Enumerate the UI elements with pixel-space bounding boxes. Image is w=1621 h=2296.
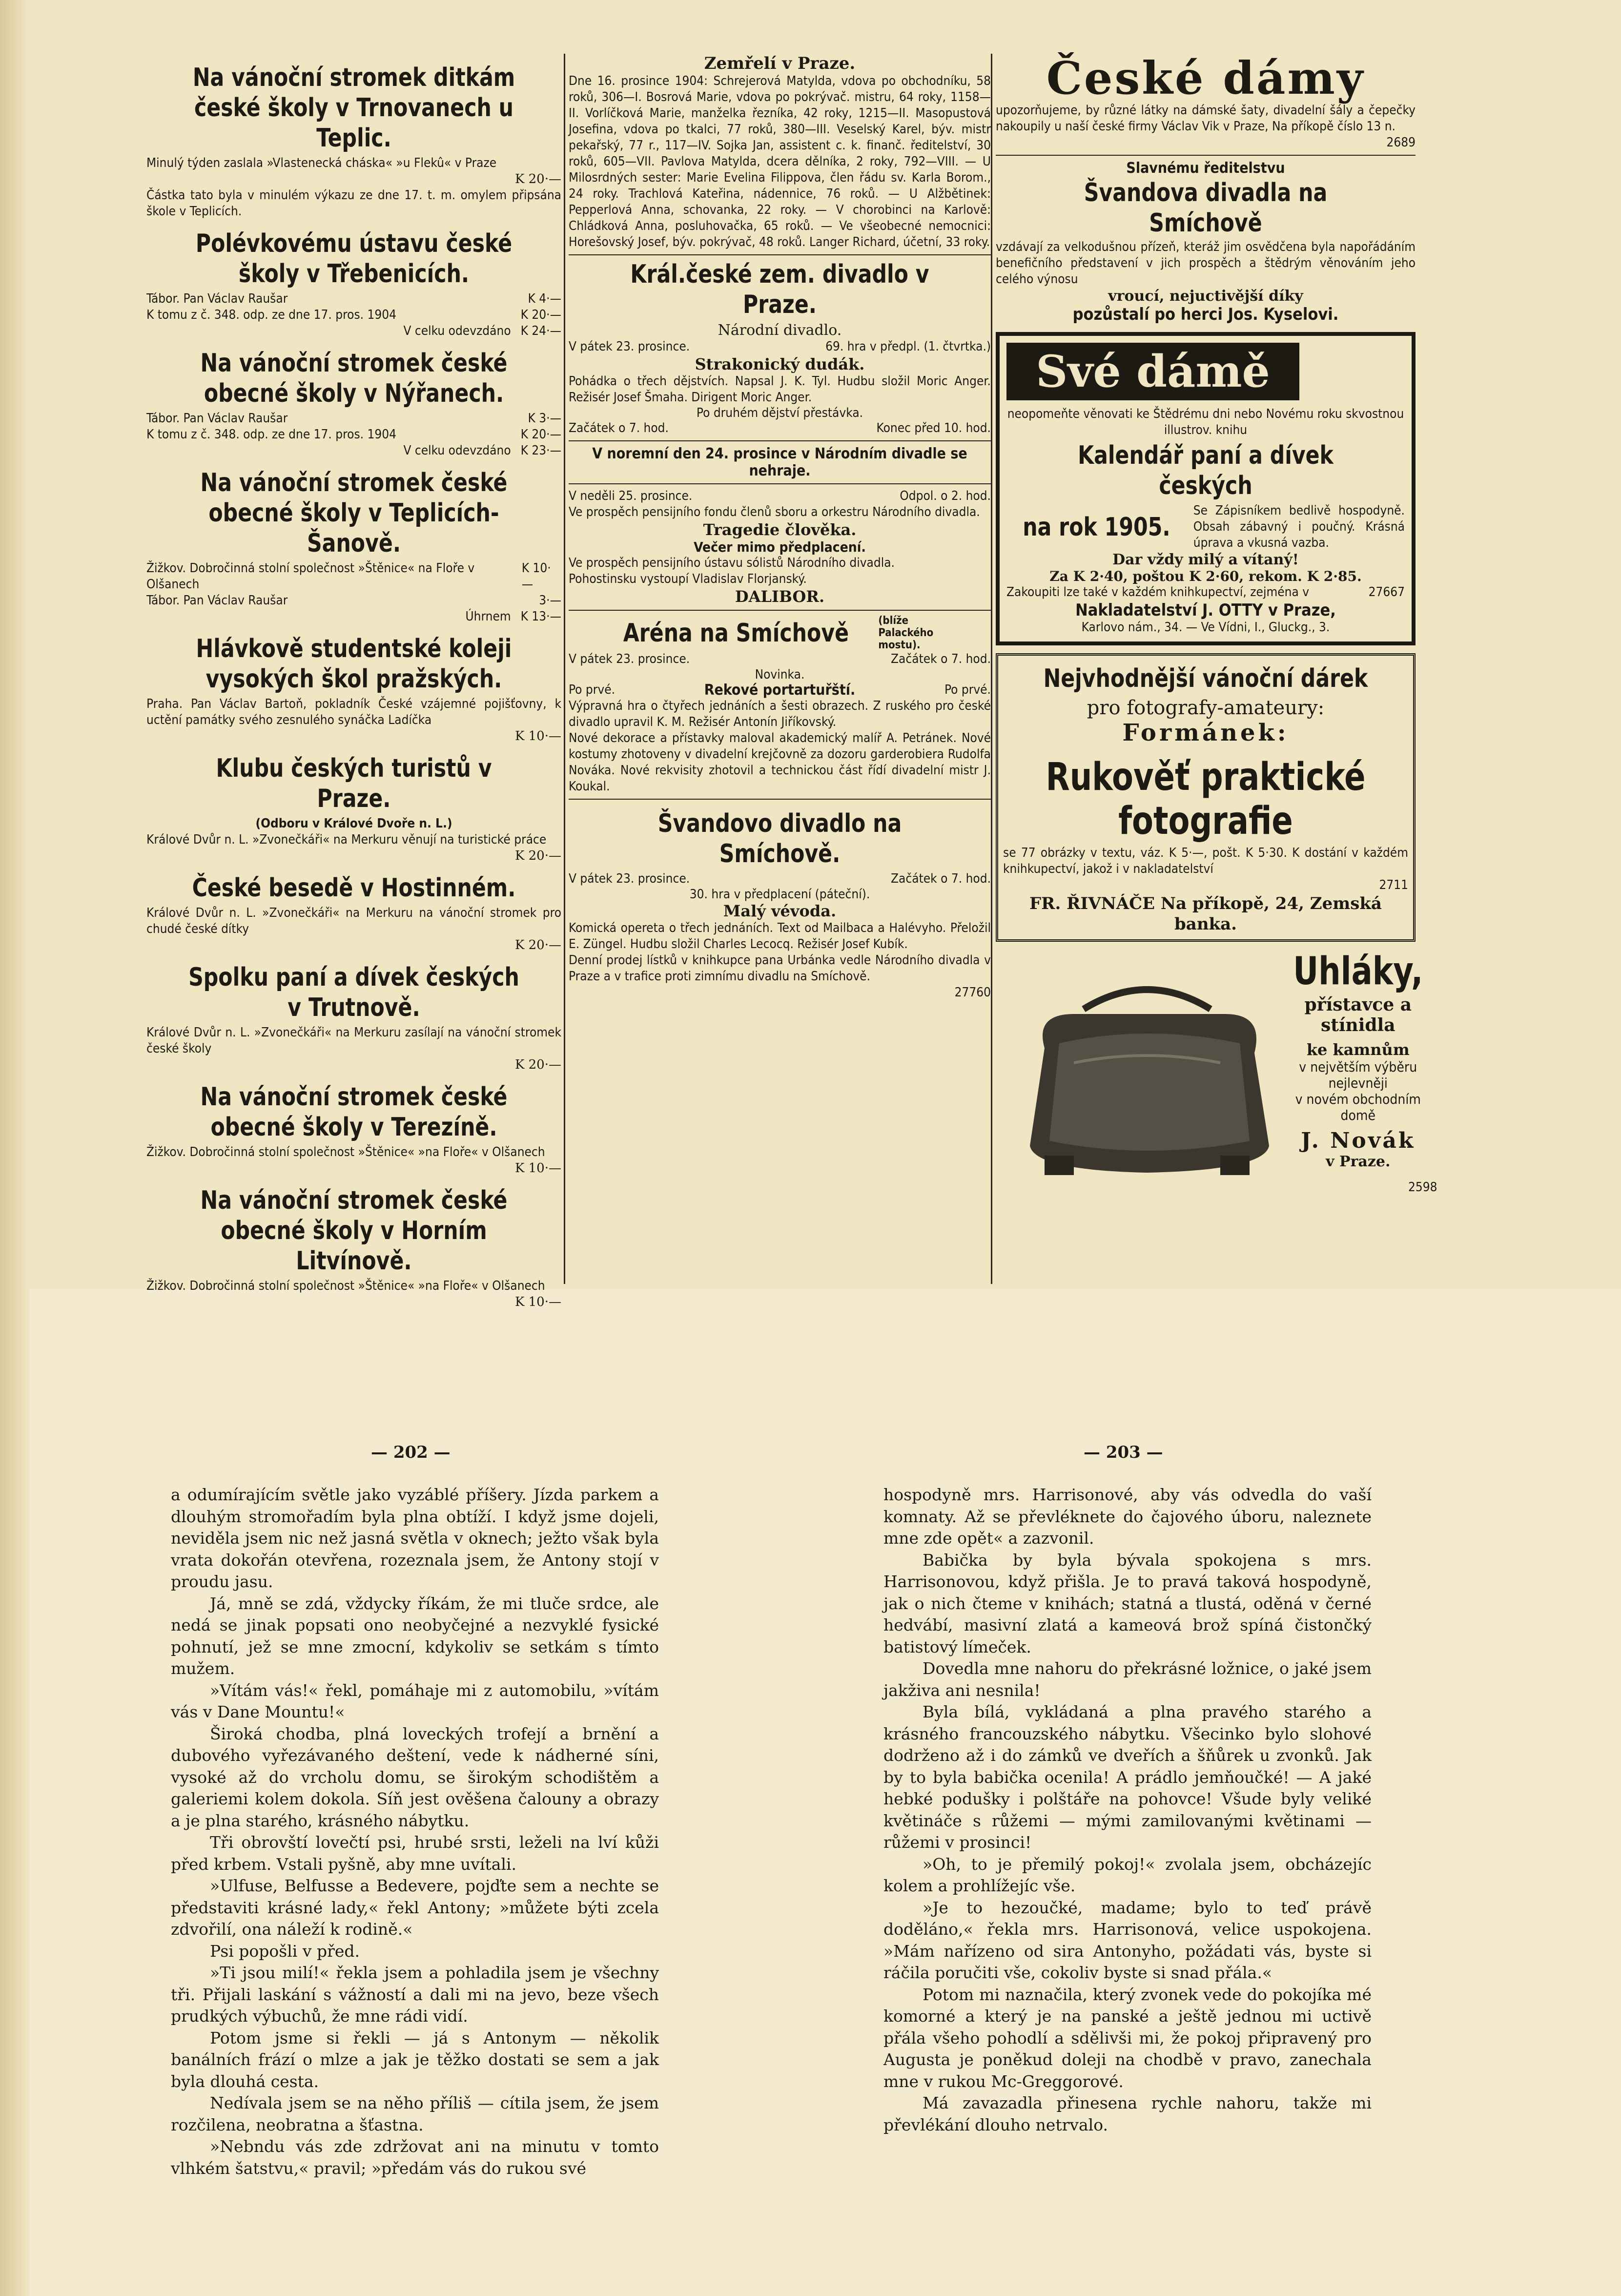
donation-text: Králové Dvůr n. L. »Zvonečkáři« na Merkuru věnují na turistické práce (146, 832, 547, 847)
body-paragraph: Má zavazadla přinesena rychle nahoru, takže mi převlékání dlouho netrvalo. (883, 2093, 1372, 2134)
body-paragraph: »Nebndu vás zde zdržovat ani na minutu v tomto vlhkém šatstvu,« pravil; »předám vás do rukou své (171, 2137, 659, 2178)
coal-scuttle-icon (1015, 951, 1279, 1185)
ad-number: 27667 (1368, 585, 1405, 600)
body-paragraph: Nedívala jsem se na něho příliš — cítila jsem, že jsem rozčilena, neobratna a šťastna. (171, 2093, 659, 2134)
donation-heading: Klubu českých turistů v Praze. (216, 754, 492, 813)
body-paragraph: »Ti jsou milí!« řekla jsem a pohladila jsem je všechny tři. Přijali laskání s vážností a dali mi na jevo, beze všech prudkých výbuchů, že mne rádi vidí. (171, 1963, 659, 2026)
start-time: Odpol. o 2. hod. (900, 489, 991, 503)
donation-amount: K 24·— (520, 324, 561, 338)
deaths-heading: Zemřelí v Praze. (704, 54, 856, 73)
ad-subheading: pro fotografy-amateury: (1087, 697, 1325, 719)
donation-amount: K 10·— (514, 1161, 561, 1176)
ad-text: Se Zápisníkem bedlivě hospodyně. Obsah zábavný i poučný. Krásná úprava a vkusná vazba. (1193, 503, 1405, 550)
column-rule (991, 54, 992, 1284)
ad-price: Za K 2·40, poštou K 2·60, rekom. K 2·85. (1049, 568, 1362, 584)
ad-emphasis: vroucí, nejuctivější díky (1108, 288, 1303, 305)
start-time: Začátek o 7. hod. (891, 652, 991, 666)
donation-amount: K 13·— (520, 609, 561, 624)
play-description: Komická opereta o třech jednáních. Text od Mailbaca a Halévyho. Přeložil E. Züngel. Hudbu složil Charles Lecocq. Režisér Josef Kubík. (569, 921, 991, 951)
play-note: Novinka. (755, 667, 805, 682)
donation-text: Tábor. Pan Václav Raušar (146, 593, 288, 608)
play-description: Ve prospěch pensijního fondu členů sboru a orkestru Národního divadla. (569, 505, 980, 519)
donation-text: Praha. Pan Václav Bartoň, pokladník České vzájemné pojišťovny, k uctění památky svého zesnulého synáčka Ladíčka (146, 697, 561, 727)
book-author: Formánek: (1122, 719, 1289, 746)
donation-amount: K 3·— (528, 411, 561, 426)
donation-heading: Na vánoční stromek české obecné školy v Terezíně. (200, 1082, 508, 1142)
publisher-address: Karlovo nám., 34. — Ve Vídni, I., Gluckg., 3. (1081, 620, 1330, 635)
performance-date: V pátek 23. prosince. (569, 871, 690, 886)
play-description: Ve prospěch pensijního ústavu sólistů Národního divadla. (569, 556, 895, 570)
donation-amount: K 10·— (521, 561, 551, 592)
ad-emphasis: Dar vždy milý a vítaný! (1112, 551, 1299, 568)
play-description: Pohádka o třech dějstvích. Napsal J. K. Tyl. Hudbu složil Moric Anger. Režisér Josef Šmaha. Dirigent Moric Anger. (569, 374, 991, 405)
theatre-heading: Švandovo divadlo na Smíchově. (657, 809, 902, 869)
donation-text: Žižkov. Dobročinná stolní společnost »Štěnice« »na Floře« v Olšanech (146, 1145, 545, 1159)
donation-amount: 3·— (539, 593, 561, 608)
donation-amount: K 10·— (514, 729, 561, 744)
donation-amount: K 20·— (514, 1057, 561, 1072)
donation-text: Tábor. Pan Václav Raušar (146, 411, 288, 426)
theatre-heading: Aréna na Smíchově (623, 618, 849, 648)
body-paragraph: Babička by byla bývala spokojena s mrs. Harrisonovou, když přišla. Je to pravá taková hospodyně, jak o nich čteme v knihách; statná a tlustá, oděná v černé hedvábí, masivní zlatá a kameová brož spíná čistončký batistový límeček. (883, 1550, 1372, 1656)
donation-subheading: (Odboru v Králové Dvoře n. L.) (255, 816, 452, 831)
play-title: DALIBOR. (735, 587, 825, 606)
ad-text: Zakoupiti lze také v každém knihkupectví, zejména v (1006, 585, 1310, 600)
performance-date: V pátek 23. prosince. (569, 652, 690, 666)
play-note: Pohostinsku vystoupí Vladislav Florjanský. (569, 572, 807, 586)
book-year: na rok 1905. (1023, 512, 1170, 542)
ad-text: v novém obchodním domě (1295, 1091, 1421, 1123)
donation-total-label: Úhrnem (465, 609, 511, 624)
ad-subheading: Slavnému ředitelstvu (1126, 160, 1285, 177)
ad-heading: Své dámě (1006, 343, 1299, 400)
deaths-text: Dne 16. prosince 1904: Schrejerová Matylda, vdova po obchodníku, 58 roků, 306—I. Bosrová Marie, vdova po pokrývač. mistru, 64 roky, 1158—II. Vorlíčková Marie, manželka řezníka, 42 roky, 1215—II. Masopustová Josefina, vdova po tkalci, 77 roků, 380—III. Veselský Karel, býv. mistr pekařský, 77 r., 117—IV. Sojka Jan, assistent c. k. finanč. ředitelství, 30 roků, 605—VII. Pavlova Matylda, dcera dělníka, 2 roky, 792—VIII. — U Milosrdných sester: Marie Evelina Filippova, člen řádu sv. Karla Borom., 24 roky. Trachlová Kateřina, nádennice, 76 roků. — U Alžbětinek: Pepperlová Anna, schovanka, 22 roky. — V chorobinci na Karlově: Chládková Anna, posluhovačka, 65 roků. — Ve všeobecné nemocnici: Horešovský Josef, býv. pokrývač, 48 roků. Langer Richard, účetní, 33 roky. (569, 74, 991, 249)
ad-text: v největším výběru nejlevněji (1299, 1059, 1417, 1091)
ads-column (996, 52, 1437, 1195)
publisher-name: Nakladatelství J. OTTY v Praze, (1075, 600, 1336, 620)
donation-heading: Na vánoční stromek ditkám české školy v Trnovanech u Teplic. (192, 63, 515, 153)
shop-name: J. Novák (1301, 1128, 1416, 1153)
play-title: Malý vévoda. (723, 902, 837, 920)
donations-column (146, 54, 561, 1310)
donation-amount: K 23·— (520, 443, 561, 458)
performance-number: 69. hra v předpl. (1. čtvrtka.) (825, 339, 991, 354)
ad-heading: Nejvhodnější vánoční dárek (1043, 664, 1368, 693)
shop-location: v Praze. (1326, 1153, 1391, 1170)
donation-amount: K 10·— (514, 1295, 561, 1309)
donation-amount: K 20·— (514, 938, 561, 952)
performance-date: V pátek 23. prosince. (569, 339, 690, 354)
body-paragraph: »Oh, to je přemilý pokoj!« zvolala jsem, obcházejíc kolem a prohlížejíc vše. (883, 1854, 1372, 1895)
theatre-heading: Král.české zem. divadlo v Praze. (630, 260, 929, 319)
ad-text: vzdávají za velkodušnou přízeň, kteráž jim osvědčena byla napořádáním benefičního představení v jich prospěch a štědrým věnováním jeho celého výnosu (996, 240, 1416, 287)
donation-text: Králové Dvůr n. L. »Zvonečkáři« na Merkuru na vánoční stromek pro chudé české dítky (146, 906, 561, 936)
body-paragraph: »Vítám vás!« řekl, pomáhaje mi z automobilu, »vítám vás v Dane Mountu!« (171, 1680, 659, 1721)
donation-heading: Na vánoční stromek české obecné školy v Nýřanech. (200, 349, 508, 408)
body-paragraph: Psi popošli v před. (210, 1941, 360, 1961)
page-edge (0, 0, 29, 2296)
performance-number: 30. hra v předplacení (páteční). (689, 887, 870, 902)
ad-text: ke kamnům (1306, 1040, 1410, 1059)
ad-number: 2689 (1386, 135, 1416, 150)
body-paragraph: »Je to hezoučké, madame; bylo to teď právě doděláno,« řekla mrs. Harrisonová, velice uspokojena. »Mám nařízeno od sira Antonyho, požádati vás, byste si ráčila poručiti vše, cokoliv byste si snad přála.« (883, 1898, 1372, 1982)
donation-text: Žižkov. Dobročinná stolní společnost »Štěnice« na Floře v Olšanech (146, 561, 475, 592)
play-title: Rekové portartuřští. (704, 682, 856, 699)
donation-text: Tábor. Pan Václav Raušar (146, 291, 288, 306)
calendar-ad (996, 332, 1416, 645)
ad-text: stínidla (1320, 1015, 1395, 1035)
body-paragraph: Široká chodba, plná loveckých trofejí a brnění a dubového vyřezávaného deštení, vede k nádherné síni, vysoké až do vrcholu domu, se širokým schodištěm a galeriemi kolem dokola. Síň jest ověšena čalouny a obrazy a je plna starého, krásného nábytku. (171, 1724, 659, 1830)
donation-amount: K 20·— (520, 308, 561, 322)
donation-text: Částka tato byla v minulém výkazu ze dne 17. t. m. omylem připsána škole v Teplicích. (146, 188, 561, 219)
donation-text: Králové Dvůr n. L. »Zvonečkáři« na Merkuru zasílají na vánoční stromek české školy (146, 1025, 561, 1056)
ad-text: se 77 obrázky v textu, váz. K 5·—, pošt. K 5·30. K dostání v každém knihkupectví, jakož i v nakladatelství (1003, 846, 1408, 876)
play-description: Výpravná hra o čtyřech jednáních a šesti obrazech. Z ruského pro české divadlo upravil K. M. Režisér Antonín Jiříkovský. (569, 699, 991, 729)
donation-text: K tomu z č. 348. odp. ze dne 17. pros. 1904 (146, 427, 397, 442)
ticket-sale-note: Denní prodej lístků v knihkupce pana Urbánka vedle Národního divadla v Praze a v trafice proti zimnímu divadlu na Smíchově. (569, 953, 991, 984)
donation-amount: K 20·— (514, 172, 561, 186)
coal-scuttle-illustration (1015, 951, 1279, 1195)
ad-text: přístavce a (1304, 994, 1412, 1015)
body-paragraph: Tři obrovští lovečtí psi, hrubé srsti, leželi na lví kůži před krbem. Vstali pyšně, aby mne uvítali. (171, 1833, 659, 1874)
play-note: Večer mimo předplacení. (694, 539, 866, 555)
donation-heading: České besedě v Hostinném. (192, 873, 516, 903)
donation-heading: Spolku paní a dívek českých v Trutnově. (188, 963, 519, 1022)
ad-heading: Švandova divadla na Smíchově (1084, 178, 1328, 238)
body-paragraph: a odumírajícím světle jako vyzáblé příšery. Jízda parkem a dlouhým stromořadím byla plna obtíží. I když jsme dojeli, neviděla jsem nic než jasná světla v oknech; ježto však byla vrata dokořán otevřena, rozeznala jsem, že Antony stojí v proudu jasu. (171, 1485, 659, 1591)
body-paragraph: »Ulfuse, Belfusse a Bedevere, pojďte sem a nechte se představiti krásné lady,« řekl Antony; »můžete býti zcela zdvořilí, ona náleží k rodině.« (171, 1876, 659, 1939)
ad-heading: Uhláky, (1293, 950, 1423, 993)
start-time: Začátek o 7. hod. (891, 871, 991, 886)
body-paragraph: Potom jsme si řekli — já s Antonym — několik banálních frází o mlze a jak je těžko dostati se sem a jak byla dlouhá cesta. (171, 2028, 659, 2091)
donation-text: Žižkov. Dobročinná stolní společnost »Štěnice« »na Floře« v Olšanech (146, 1279, 545, 1293)
body-paragraph: Dovedla mne nahoru do překrásné ložnice, o jaké jsem jakživa ani nesnila! (883, 1659, 1372, 1700)
play-note: Po prvé. (944, 683, 991, 697)
donation-total-label: V celku odevzdáno (403, 443, 511, 458)
theatre-location: (blíže Palackého mostu). (878, 615, 934, 651)
theatre-notice: V noremní den 24. prosince v Národním divadle se nehraje. (592, 445, 967, 479)
donation-text: K tomu z č. 348. odp. ze dne 17. pros. 1904 (146, 308, 397, 322)
donation-text: Minulý týden zaslala »Vlastenecká cháska« »u Flekû« v Praze (146, 156, 497, 170)
page-number: — 202 — (371, 1443, 451, 1462)
column-rule (564, 54, 565, 1284)
body-paragraph: Byla bílá, vykládaná a plna pravého starého a krásného francouzského nábytku. Všecinko bylo slohové dodrženo až i do zámků ve dveřích a šňůrek u zvonků. Jak by to byla babička ocenila! A prádlo jemňoučké! — A jaké hebké podušky i polštáře na pohovce! Všude byly veliké květináče s růžemi — mými zamilovanými květinami — růžemi v prosinci! (883, 1702, 1372, 1852)
play-note: Po druhém dějství přestávka. (696, 406, 863, 420)
book-page-left (171, 1484, 659, 2179)
body-paragraph: Já, mně se zdá, vždycky říkám, že mi tluče srdce, ale nedá se jinak popsati ono neobyčejné a nezvyklé fysické pohnutí, jež se mne zmocní, kdykoliv se setkám s tímto mužem. (171, 1593, 659, 1678)
book-title: Rukověť praktické fotografie (1046, 755, 1366, 843)
donation-amount: K 20·— (520, 427, 561, 442)
donation-amount: K 20·— (514, 848, 561, 863)
donation-heading: Polévkovému ústavu české školy v Třebenicích. (195, 229, 513, 289)
donation-amount: K 4·— (528, 291, 561, 306)
play-title: Strakonický dudák. (695, 355, 865, 373)
donation-heading: Na vánoční stromek české obecné školy v Teplicích-Šanově. (200, 468, 508, 558)
play-note: Po prvé. (569, 683, 616, 697)
ad-signature: pozůstalí po herci Jos. Kyselovi. (1072, 305, 1339, 324)
ad-number: 2711 (1379, 878, 1408, 892)
ad-text: neopomeňte věnovati ke Štědrému dni nebo Novému roku skvostnou illustrov. knihu (1007, 407, 1404, 437)
end-time: Konec před 10. hod. (876, 421, 991, 435)
book-page-right (883, 1484, 1372, 2136)
theatre-subheading: Národní divadlo. (718, 322, 842, 339)
body-paragraph: Potom mi naznačila, který zvonek vede do pokojíka mé komorné a který je na panské a ještě jednou mi uctivě přála všeho pohodlí a sdělivši mi, že pokoj připravený pro Augusta je poněkud doleji na chodbě v pravo, zanechala mne v rukou Mc-Greggorové. (883, 1985, 1372, 2091)
performance-date: V neděli 25. prosince. (569, 489, 693, 503)
donation-heading: Hlávkově studentské koleji vysokých škol pražských. (196, 634, 512, 694)
ad-text: upozorňujeme, by různé látky na dámské šaty, divadelní šály a čepečky nakoupily u naší české firmy Václav Vik v Praze, Na příkopě číslo 13 n. (996, 103, 1416, 134)
start-time: Začátek o 7. hod. (569, 421, 669, 435)
ad-heading: České dámy (1046, 52, 1365, 104)
page-number: — 203 — (1084, 1443, 1163, 1462)
play-title: Tragedie člověka. (703, 520, 857, 539)
book-title: Kalendář paní a dívek českých (1078, 441, 1334, 500)
play-description: Nové dekorace a přístavky maloval akademický malíř A. Petránek. Nové kostumy zhotoveny v divadelní krejčovně za dozoru garderobiera Rudolfa Nováka. Nové rekvisity zhotovil a technickou část řídí divadelní mistr J. Koukal. (569, 731, 991, 794)
publisher-name: FR. ŘIVNÁČE Na příkopě, 24, Zemská banka. (1029, 894, 1382, 934)
ad-number: 2598 (1408, 1180, 1437, 1195)
body-paragraph: hospodyně mrs. Harrisonové, aby vás odvedla do vaší komnaty. Až se převléknete do čajového úboru, naleznete mne zde opět« a zazvonil. (883, 1485, 1372, 1548)
donation-total-label: V celku odevzdáno (403, 324, 511, 338)
donation-heading: Na vánoční stromek české obecné školy v Horním Litvínově. (200, 1186, 508, 1276)
theatre-column (569, 54, 991, 1001)
photo-book-ad (996, 653, 1416, 942)
ad-number: 27760 (954, 985, 991, 1000)
